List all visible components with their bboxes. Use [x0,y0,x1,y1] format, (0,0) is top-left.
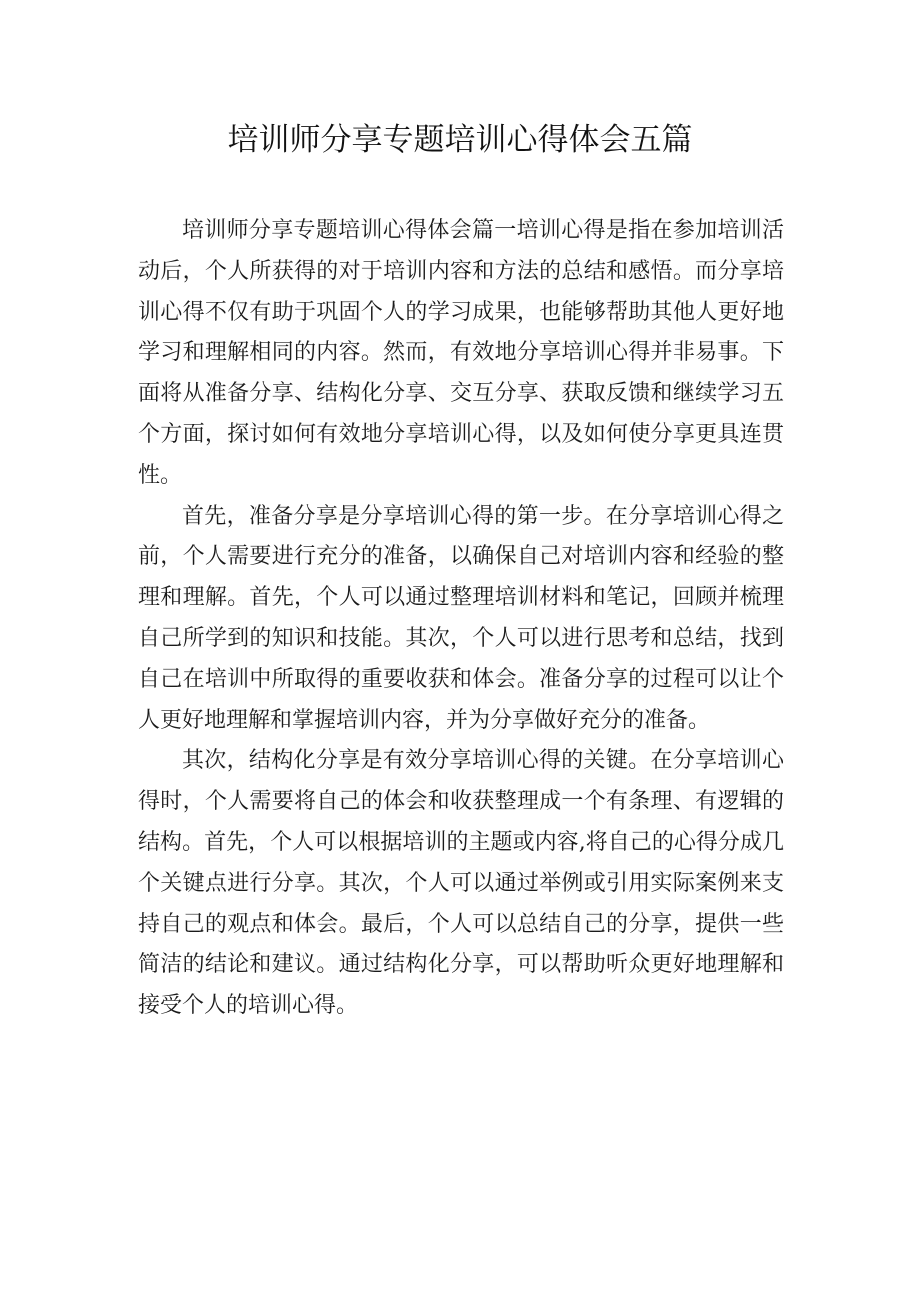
paragraph-2: 首先，准备分享是分享培训心得的第一步。在分享培训心得之前，个人需要进行充分的准备，以确保自己对培训内容和经验的整理和理解。首先，个人可以通过整理培训材料和笔记，回顾并梳理自己所学到的知识和技能。其次，个人可以进行思考和总结，找到自己在培训中所取得的重要收获和体会。准备分享的过程可以让个人更好地理解和掌握培训内容，并为分享做好充分的准备。 [138,503,784,733]
document-title: 培训师分享专题培训心得体会五篇 [227,122,693,158]
document-body [138,211,784,1027]
paragraph-3: 其次，结构化分享是有效分享培训心得的关键。在分享培训心得时，个人需要将自己的体会和收获整理成一个有条理、有逻辑的结构。首先，个人可以根据培训的主题或内容,将自己的心得分成几个关键点进行分享。其次，个人可以通过举例或引用实际案例来支持自己的观点和体会。最后，个人可以总结自己的分享，提供一些简洁的结论和建议。通过结构化分享，可以帮助听众更好地理解和接受个人的培训心得。 [138,748,784,1019]
paragraph-1: 培训师分享专题培训心得体会篇一培训心得是指在参加培训活动后，个人所获得的对于培训内容和方法的总结和感悟。而分享培训心得不仅有助于巩固个人的学习成果，也能够帮助其他人更好地学习和理解相同的内容。然而，有效地分享培训心得并非易事。下面将从准备分享、结构化分享、交互分享、获取反馈和继续学习五个方面，探讨如何有效地分享培训心得，以及如何使分享更具连贯性。 [138,218,784,488]
